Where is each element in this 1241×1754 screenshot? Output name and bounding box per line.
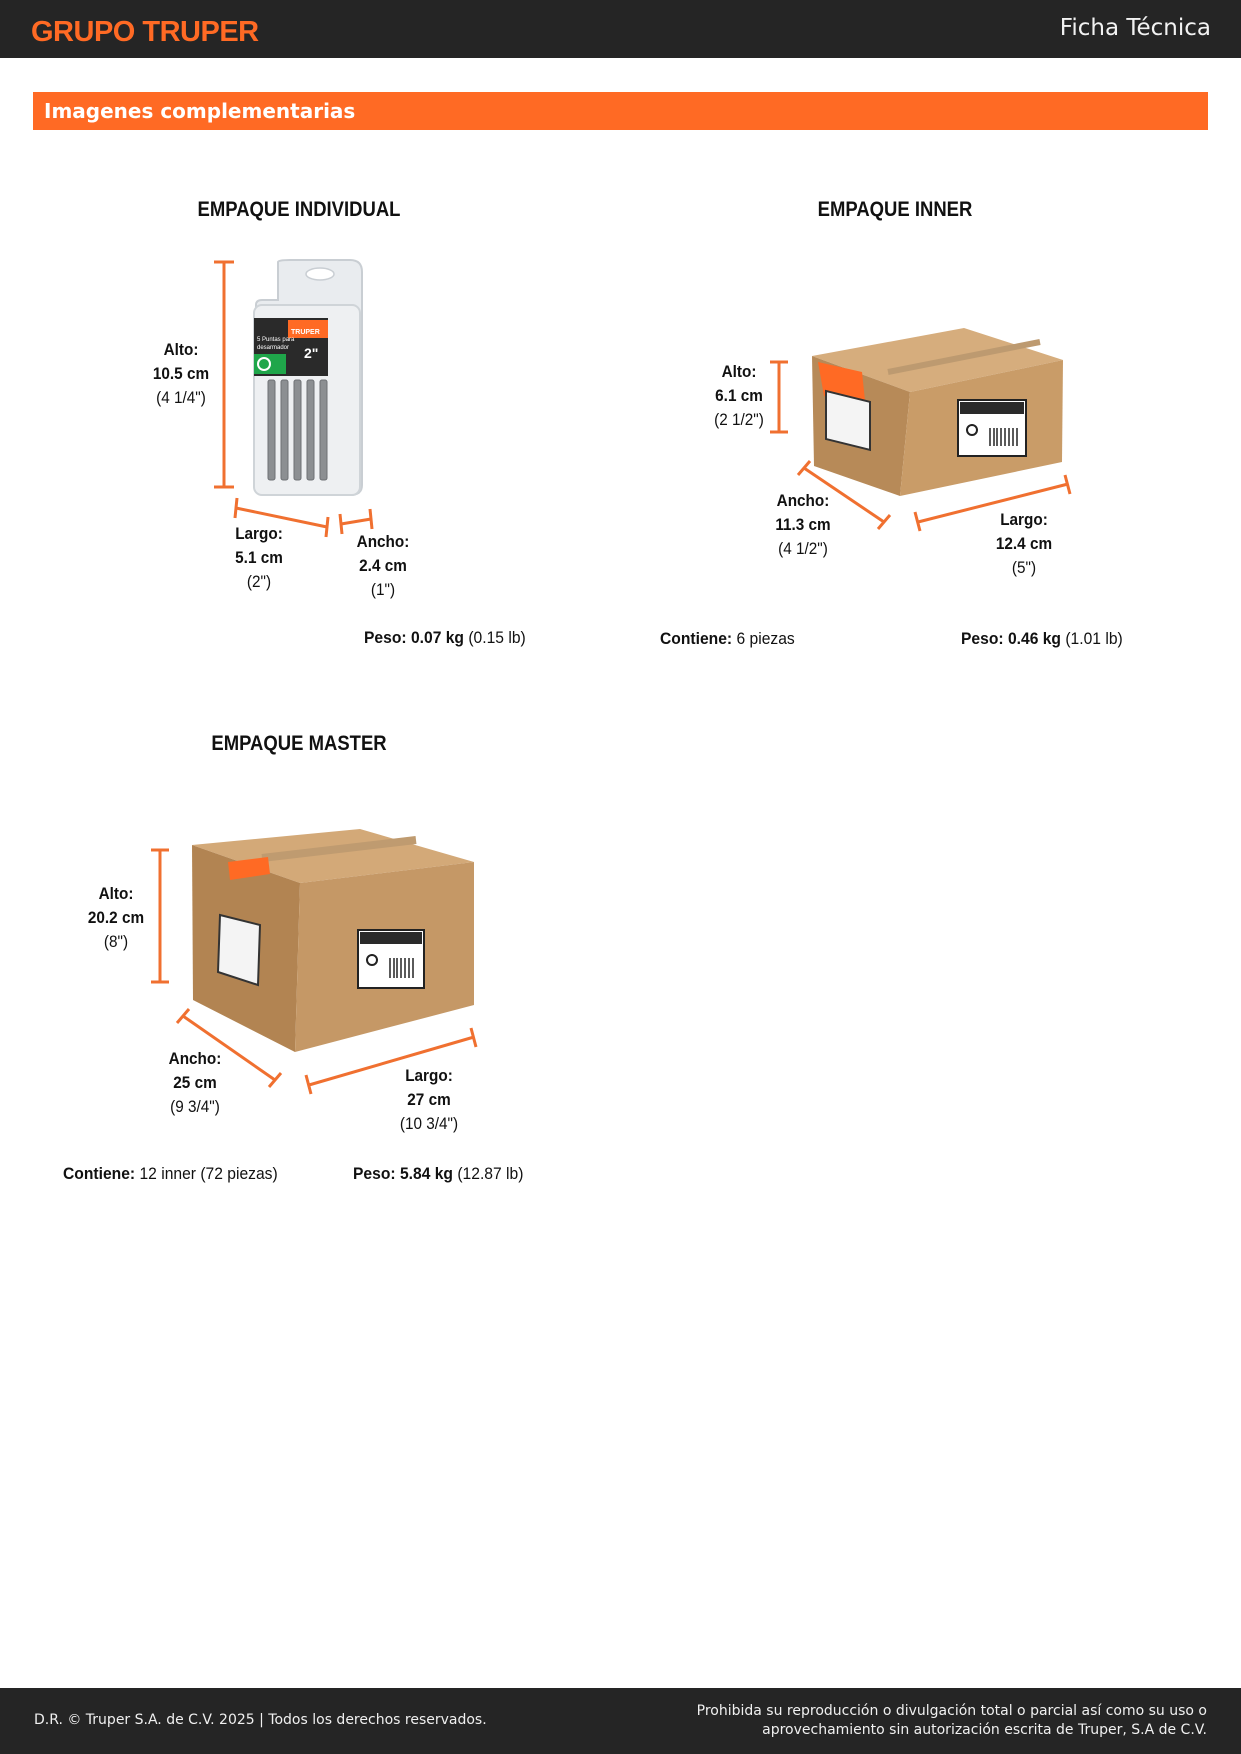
peso-value: 0.07 kg [410, 628, 464, 647]
largo-imperial: (10 3/4") [399, 1114, 459, 1133]
inner-largo [970, 508, 1078, 580]
contiene-label: Contiene: [660, 629, 733, 648]
contiene-value: 6 piezas [736, 629, 795, 648]
pack-brand-text: TRUPER [291, 329, 320, 336]
master-box-image [192, 829, 474, 1052]
legal-line-2: aprovechamiento sin autorización escrita de Truper, S.A de C.V. [762, 1722, 1207, 1738]
alto-metric: 10.5 cm [152, 364, 210, 383]
alto-imperial: (8") [103, 932, 129, 951]
alto-metric: 20.2 cm [87, 908, 145, 927]
individual-alto [127, 338, 235, 410]
pack-line2-text: desarmador [257, 345, 290, 351]
peso-imperial: (12.87 lb) [457, 1164, 524, 1183]
contiene-value: 12 inner (72 piezas) [139, 1164, 278, 1183]
ancho-metric: 11.3 cm [775, 515, 831, 534]
peso-label: Peso: [364, 628, 407, 647]
peso-value: 5.84 kg [399, 1164, 453, 1183]
master-contiene [63, 1162, 278, 1186]
alto-label: Alto: [98, 884, 134, 903]
ancho-metric: 25 cm [173, 1073, 217, 1092]
largo-imperial: (5") [1011, 558, 1037, 577]
peso-imperial: (0.15 lb) [468, 628, 526, 647]
inner-title: EMPAQUE INNER [817, 198, 973, 221]
ancho-imperial: (9 3/4") [170, 1097, 220, 1116]
section-title: Imagenes complementarias [44, 99, 356, 123]
largo-label: Largo: [1000, 510, 1048, 529]
brand-logo: GRUPO TRUPER [31, 16, 259, 48]
peso-label: Peso: [353, 1164, 396, 1183]
largo-metric: 12.4 cm [995, 534, 1053, 553]
master-ancho [141, 1047, 249, 1119]
master-largo [375, 1064, 483, 1136]
largo-imperial: (2") [246, 572, 272, 591]
individual-title: EMPAQUE INDIVIDUAL [197, 198, 401, 221]
individual-largo [205, 522, 313, 594]
contiene-label: Contiene: [63, 1164, 136, 1183]
inner-ancho [749, 489, 857, 561]
individual-ancho [329, 530, 437, 602]
peso-label: Peso: [961, 629, 1004, 648]
pack-line1-text: 5 Puntas para [257, 337, 295, 343]
ancho-label: Ancho: [356, 532, 410, 551]
individual-peso [364, 626, 526, 650]
document-title: Ficha Técnica [1059, 15, 1211, 41]
ancho-metric: 2.4 cm [359, 556, 407, 575]
legal-line-1: Prohibida su reproducción o divulgación total o parcial así como su uso o [696, 1703, 1207, 1719]
largo-metric: 27 cm [407, 1090, 451, 1109]
master-peso [353, 1162, 523, 1186]
master-title: EMPAQUE MASTER [211, 732, 387, 755]
legal-notice [647, 1702, 1207, 1740]
page-footer [0, 1688, 1241, 1754]
copyright-text: D.R. © Truper S.A. de C.V. 2025 | Todos los derechos reservados. [34, 1712, 487, 1728]
inner-alto [685, 360, 793, 432]
master-alto [62, 882, 170, 954]
inner-peso [961, 627, 1123, 651]
alto-imperial: (4 1/4") [156, 388, 206, 407]
alto-label: Alto: [721, 362, 757, 381]
largo-metric: 5.1 cm [235, 548, 283, 567]
ancho-imperial: (1") [370, 580, 396, 599]
inner-box-image [812, 328, 1063, 496]
largo-label: Largo: [405, 1066, 453, 1085]
inner-contiene [660, 627, 795, 651]
alto-metric: 6.1 cm [715, 386, 763, 405]
peso-value: 0.46 kg [1007, 629, 1061, 648]
largo-label: Largo: [235, 524, 283, 543]
alto-label: Alto: [163, 340, 199, 359]
ancho-label: Ancho: [776, 491, 830, 510]
peso-imperial: (1.01 lb) [1065, 629, 1123, 648]
pack-size-text: 2" [304, 345, 319, 361]
alto-imperial: (2 1/2") [714, 410, 764, 429]
individual-pack-image [254, 260, 362, 495]
ancho-imperial: (4 1/2") [778, 539, 828, 558]
ancho-label: Ancho: [168, 1049, 222, 1068]
